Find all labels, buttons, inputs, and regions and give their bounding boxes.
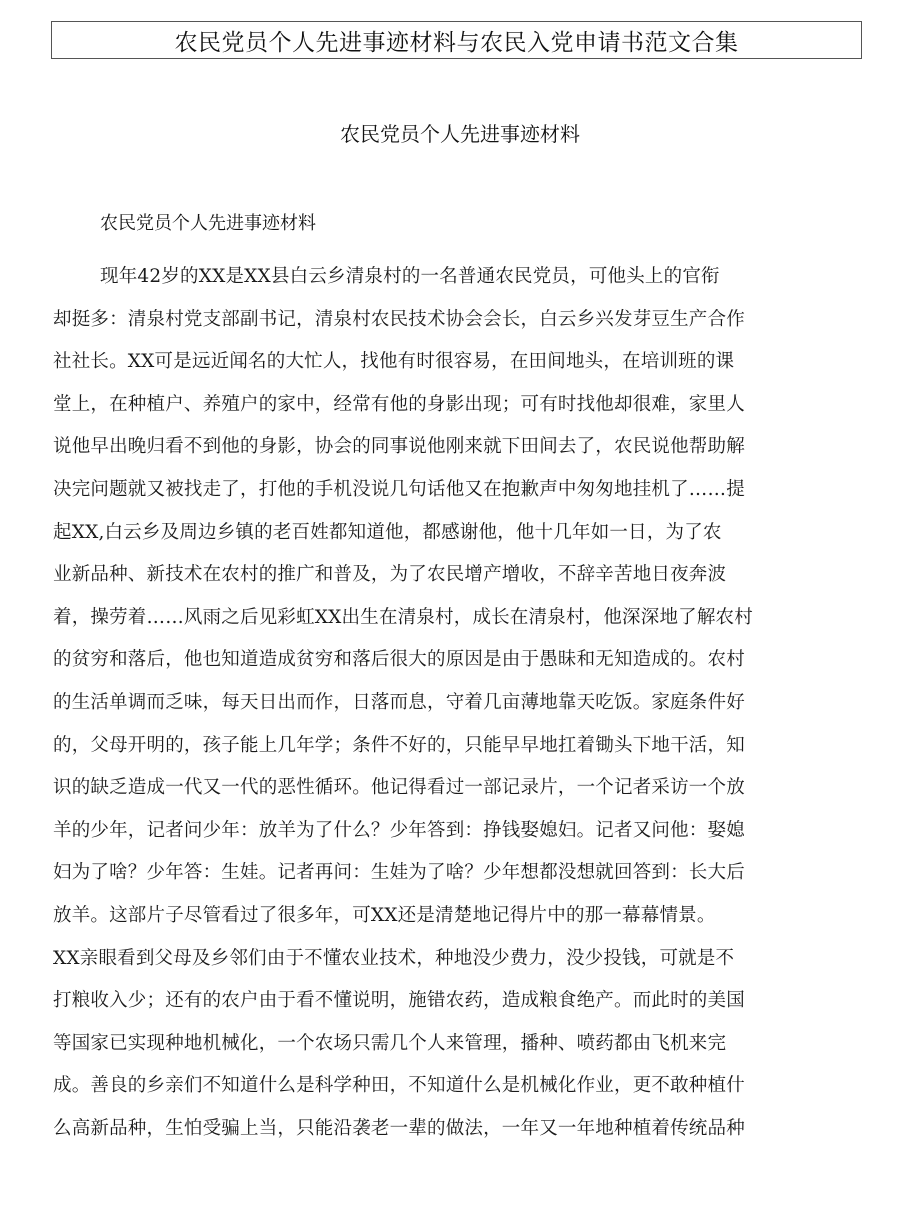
body-line: 放羊。这部片子尽管看过了很多年，可XX还是清楚地记得片中的那一幕幕情景。 xyxy=(53,904,716,926)
article-body xyxy=(53,262,873,1156)
document-title: 农民党员个人先进事迹材料与农民入党申请书范文合集 xyxy=(51,21,862,59)
body-line: 的贫穷和落后，他也知道造成贫穷和落后很大的原因是由于愚昧和无知造成的。农村 xyxy=(53,649,745,671)
body-line: 的，父母开明的，孩子能上几年学；条件不好的，只能早早地扛着锄头下地干活，知 xyxy=(53,734,745,756)
body-line: 的生活单调而乏味，每天日出而作，日落而息，守着几亩薄地靠天吃饭。家庭条件好 xyxy=(53,691,745,713)
body-line: 业新品种、新技术在农村的推广和普及，为了农民增产增收，不辞辛苦地日夜奔波 xyxy=(53,564,727,586)
body-line: 等国家已实现种地机械化，一个农场只需几个人来管理，播种、喷药都由飞机来完 xyxy=(53,1032,727,1054)
body-line: XX亲眼看到父母及乡邻们由于不懂农业技术，种地没少费力，没少投钱，可就是不 xyxy=(53,947,735,969)
body-line: 识的缺乏造成一代又一代的恶性循环。他记得看过一部记录片，一个记者采访一个放 xyxy=(53,777,745,799)
body-line: 成。善良的乡亲们不知道什么是科学种田，不知道什么是机械化作业，更不敢种植什 xyxy=(53,1075,745,1097)
body-line: 说他早出晚归看不到他的身影，协会的同事说他刚来就下田间去了，农民说他帮助解 xyxy=(53,436,745,458)
body-line: 羊的少年，记者问少年：放羊为了什么？少年答到：挣钱娶媳妇。记者又问他：娶媳 xyxy=(53,819,745,841)
body-line: 着，操劳着……风雨之后见彩虹XX出生在清泉村，成长在清泉村，他深深地了解农村 xyxy=(53,606,753,628)
body-line: 妇为了啥？少年答：生娃。记者再问：生娃为了啥？少年想都没想就回答到：长大后 xyxy=(53,862,745,884)
body-line: 打粮收入少；还有的农户由于看不懂说明，施错农药，造成粮食绝产。而此时的美国 xyxy=(53,990,745,1012)
article-heading: 农民党员个人先进事迹材料 xyxy=(100,213,316,234)
section-title: 农民党员个人先进事迹材料 xyxy=(340,122,580,146)
body-line: 堂上，在种植户、养殖户的家中，经常有他的身影出现；可有时找他却很难，家里人 xyxy=(53,393,745,415)
body-line: 现年42岁的XX是XX县白云乡清泉村的一名普通农民党员，可他头上的官衔 xyxy=(100,266,720,287)
body-line: 社社长。XX可是远近闻名的大忙人，找他有时很容易，在田间地头，在培训班的课 xyxy=(53,351,735,373)
body-line: 却挺多：清泉村党支部副书记，清泉村农民技术协会会长，白云乡兴发芽豆生产合作 xyxy=(53,308,745,330)
body-line: 么高新品种，生怕受骗上当，只能沿袭老一辈的做法，一年又一年地种植着传统品种 xyxy=(53,1117,745,1139)
body-line: 起XX,白云乡及周边乡镇的老百姓都知道他，都感谢他，他十几年如一日，为了农 xyxy=(53,521,722,543)
body-line: 决完问题就又被找走了，打他的手机没说几句话他又在抱歉声中匆匆地挂机了……提 xyxy=(53,478,745,500)
